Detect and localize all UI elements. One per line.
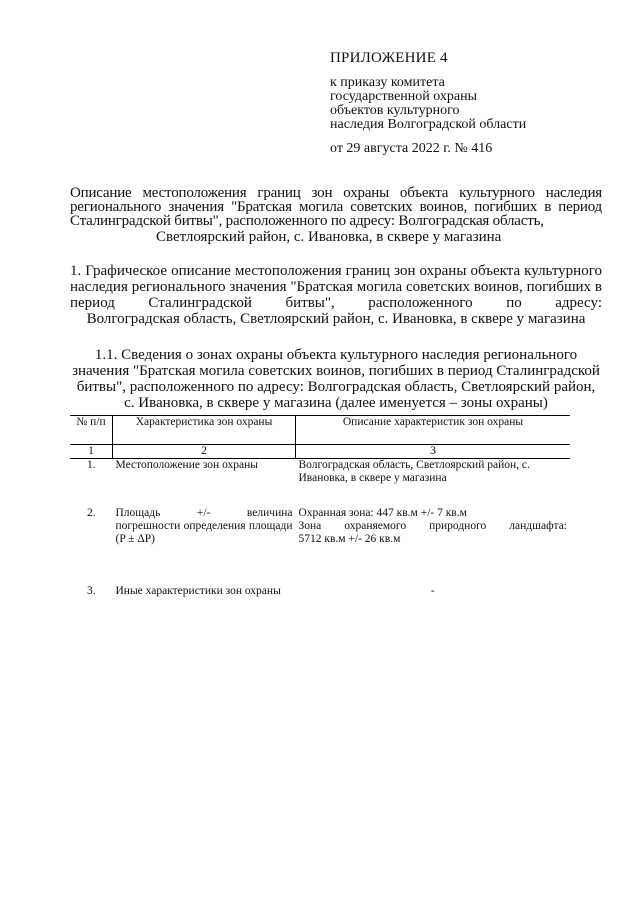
appendix-title: ПРИЛОЖЕНИЕ 4: [330, 50, 448, 66]
section-1-1-line: 1.1. Сведения о зонах охраны объекта культурного наследия регионального: [94, 347, 578, 363]
section-1-1-line: с. Ивановка, в сквере у магазина (далее именуется – зоны охраны): [124, 395, 548, 411]
row-characteristic: [113, 507, 296, 585]
table-row: [70, 507, 570, 585]
column-number: 3: [296, 445, 571, 459]
description-line: Зона охраняемого природного ландшафта:: [298, 519, 567, 532]
section-1-1-line: битвы", расположенного по адресу: Волгоградская область, Светлоярский район,: [76, 379, 596, 395]
section-1-graphic-description: [70, 263, 602, 327]
section-1-line: период Сталинградской битвы", расположенного по адресу:: [70, 295, 602, 311]
appendix-line: к приказу комитета: [330, 75, 445, 90]
appendix-line: государственной охраны: [330, 89, 478, 104]
section-1-address: Волгоградская область, Светлоярский район, с. Ивановка, в сквере у магазина: [86, 311, 586, 327]
table-column-numbers: [70, 445, 570, 459]
section-1-line: 1. Графическое описание местоположения границ зон охраны объекта культурного: [70, 263, 602, 279]
row-number: 2.: [86, 506, 96, 519]
row-characteristic: Местоположение зон охраны: [115, 459, 259, 471]
document-heading-last-line: Светлоярский район, с. Ивановка, в сквере у магазина: [156, 229, 502, 245]
description-line: Охранная зона: 447 кв.м +/- 7 кв.м: [298, 506, 467, 519]
column-number: 1: [70, 445, 113, 459]
header-number: № п/п: [70, 416, 113, 445]
column-number: 2: [113, 445, 296, 459]
row-characteristic: Иные характеристики зон охраны: [115, 584, 281, 597]
header-description: Описание характеристик зон охраны: [296, 416, 571, 445]
row-number: 1.: [86, 459, 96, 471]
document-heading: Описание местоположения границ зон охраны объекта культурного наследия регионального значения "Братская могила советских воинов, погибших в период Сталинградской битвы", расположенного по адресу: Волгоградская область,: [70, 185, 602, 229]
row-description: -: [430, 584, 435, 597]
section-1-1-zone-info: [70, 347, 602, 411]
row-description: Волгоградская область, Светлоярский район, с. Ивановка, в сквере у магазина: [298, 459, 530, 484]
row-characteristic-text: Площадь +/- величина погрешности определения площади: [115, 506, 293, 532]
area-formula: (P ± ΔP): [115, 532, 155, 545]
row-number: 3.: [86, 584, 96, 597]
header-characteristic: Характеристика зон охраны: [113, 416, 296, 445]
appendix-line: объектов культурного: [330, 103, 460, 118]
row-description: [296, 507, 571, 585]
appendix-line: наследия Волгоградской области: [330, 117, 527, 132]
table-row: [70, 459, 570, 507]
appendix-order-reference: [330, 76, 526, 132]
table-row: [70, 585, 570, 625]
description-line: 5712 кв.м +/- 26 кв.м: [298, 532, 401, 545]
order-date: от 29 августа 2022 г. № 416: [330, 141, 493, 156]
section-1-1-line: значения "Братская могила советских воинов, погибших в период Сталинградской: [72, 363, 600, 379]
table-header-row: [70, 416, 570, 445]
zones-table: [70, 415, 570, 625]
section-1-line: наследия регионального значения "Братская могила советских воинов, погибших в: [70, 279, 602, 295]
